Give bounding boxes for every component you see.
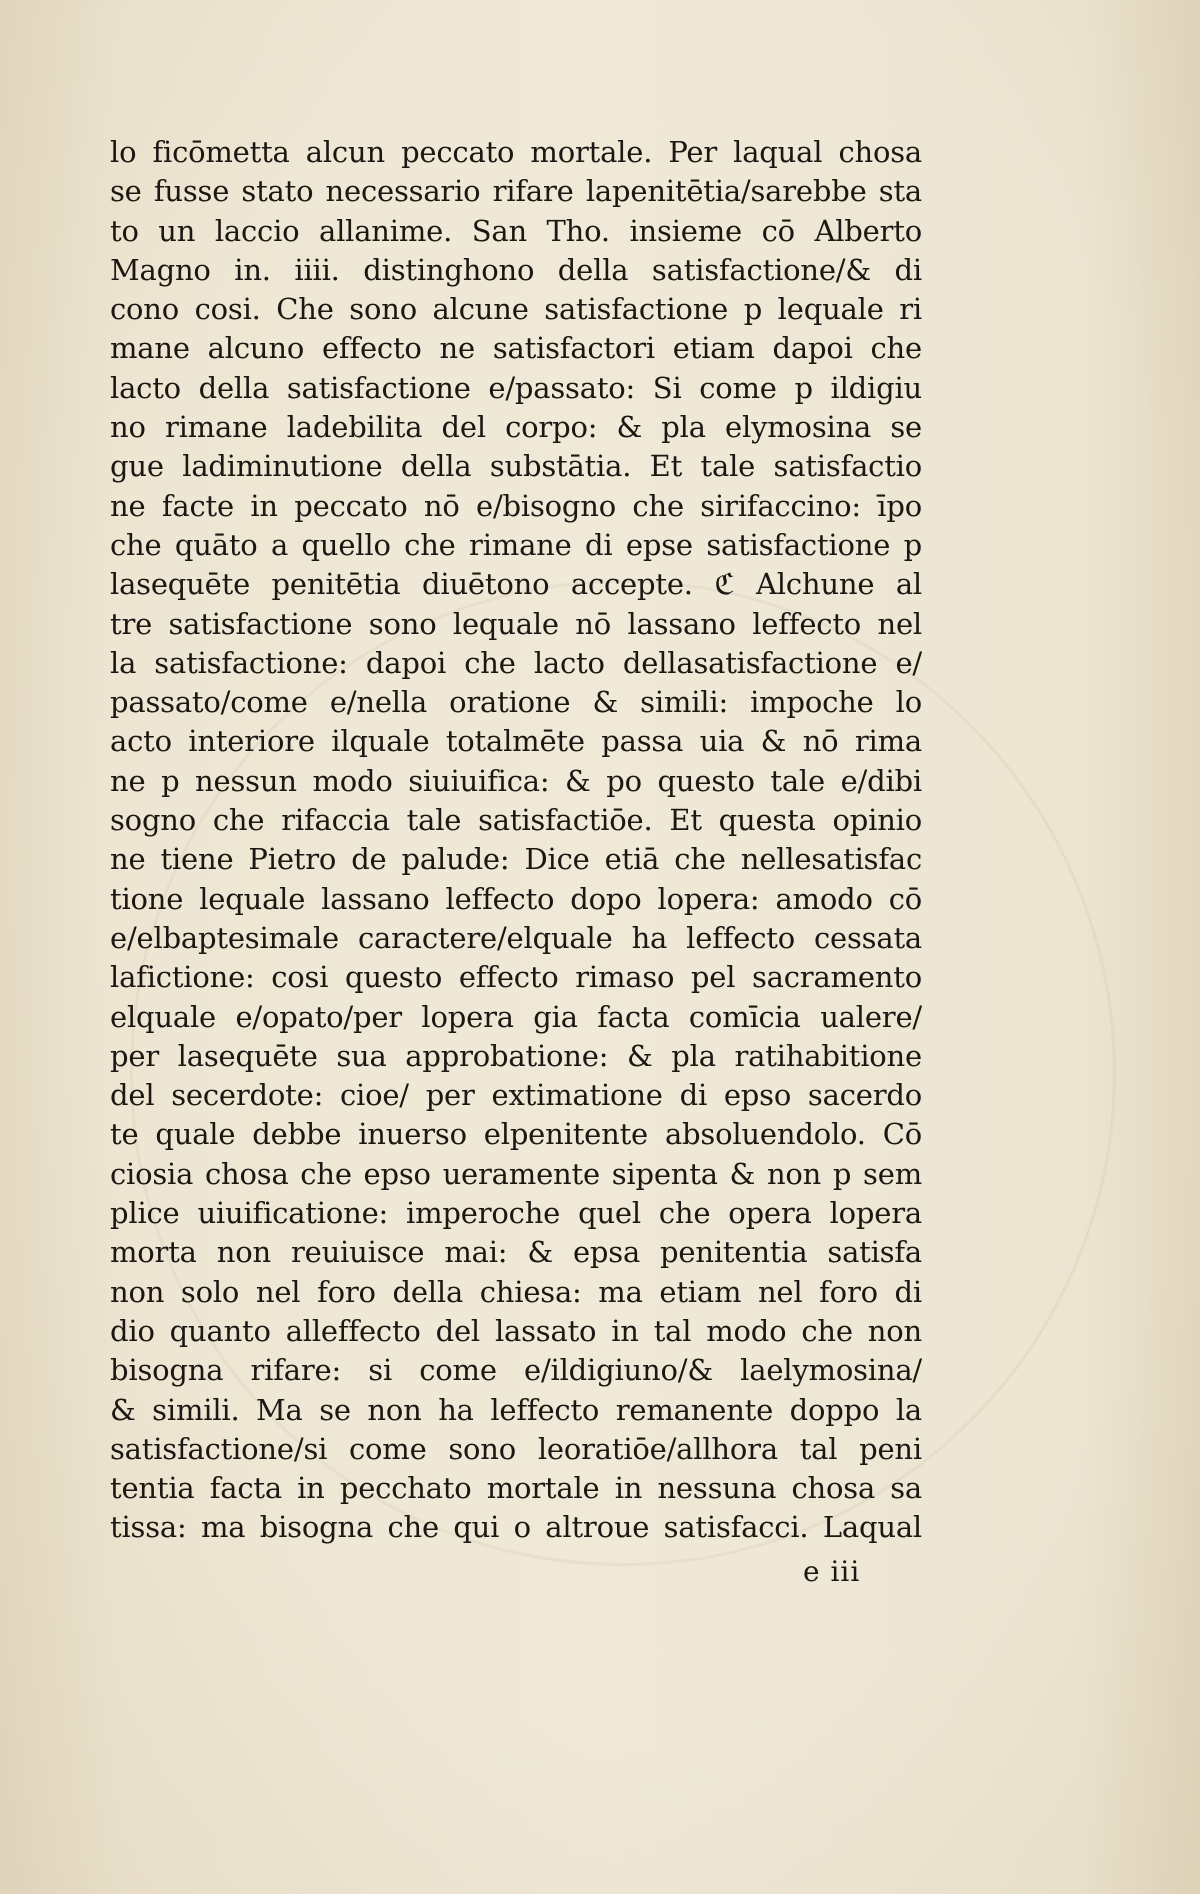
text-line: lo ficōmetta alcun peccato mortale. Per laqual chosa	[110, 135, 922, 169]
text-line: passato/come e/nella oratione & simili: impoche lo	[110, 685, 922, 720]
signature-mark: e iii	[803, 1555, 861, 1588]
text-line: & simili. Ma se non ha leffecto remanente doppo la	[110, 1392, 922, 1427]
text-line: lacto della satisfactione e/passato: Si come p ildigiu	[110, 370, 922, 405]
text-line: sogno che rifaccia tale satisfactiōe. Et questa opinio	[110, 803, 922, 838]
text-line: ne p nessun modo siuiuifica: & po questo tale e/dibi	[110, 763, 922, 798]
text-line: tione lequale lassano leffecto dopo lopera: amodo cō	[110, 881, 922, 916]
text-line: mane alcuno effecto ne satisfactori etiam dapoi che	[110, 331, 922, 366]
text-line: lafictione: cosi questo effecto rimaso pel sacramento	[110, 960, 922, 995]
text-line: elquale e/opato/per lopera gia facta comīcia ualere/	[110, 999, 922, 1034]
text-line: ciosia chosa che epso ueramente sipenta & non p sem	[110, 1156, 922, 1191]
text-line: tentia facta in pecchato mortale in nessuna chosa sa	[110, 1471, 922, 1506]
text-line: del secerdote: cioe/ per extimatione di epso sacerdo	[110, 1078, 922, 1113]
text-line: non solo nel foro della chiesa: ma etiam nel foro di	[110, 1274, 922, 1309]
text-line: satisfactione/si come sono leoratiōe/allhora tal peni	[110, 1431, 922, 1466]
text-line: no rimane ladebilita del corpo: & pla elymosina se	[110, 410, 922, 445]
text-line: cono cosi. Che sono alcune satisfactione p lequale ri	[110, 292, 922, 327]
text-line: che quāto a quello che rimane di epse satisfactione p	[110, 527, 922, 562]
text-line: morta non reuiuisce mai: & epsa penitentia satisfa	[110, 1235, 922, 1270]
text-line: ne tiene Pietro de palude: Dice etiā che nellesatisfac	[110, 842, 922, 877]
text-line: ne facte in peccato nō e/bisogno che sirifaccino: īpo	[110, 488, 922, 523]
text-line: tissa: ma bisogna che qui o altroue satisfacci. Laqual	[110, 1510, 922, 1545]
text-line: plice uiuificatione: imperoche quel che opera lopera	[110, 1196, 922, 1231]
text-line: te quale debbe inuerso elpenitente absoluendolo. Cō	[110, 1117, 922, 1152]
text-line: se fusse stato necessario rifare lapenitētia/sarebbe sta	[110, 174, 922, 209]
text-line: gue ladiminutione della substātia. Et tale satisfactio	[110, 449, 922, 484]
text-line: tre satisfactione sono lequale nō lassano leffecto nel	[110, 606, 922, 641]
text-line: la satisfactione: dapoi che lacto dellasatisfactione e/	[110, 645, 922, 680]
text-line: Magno in. iiii. distinghono della satisfactione/& di	[110, 252, 922, 287]
text-line: acto interiore ilquale totalmēte passa uia & nō rima	[110, 724, 922, 759]
text-line: dio quanto alleffecto del lassato in tal modo che non	[110, 1313, 922, 1348]
page-text-block	[110, 133, 922, 1548]
text-line: lasequēte penitētia diuētono accepte. ℭ Alchune al	[110, 567, 922, 602]
text-line: e/elbaptesimale caractere/elquale ha leffecto cessata	[110, 920, 922, 955]
text-line: per lasequēte sua approbatione: & pla ratihabitione	[110, 1038, 922, 1073]
text-line: bisogna rifare: si come e/ildigiuno/& laelymosina/	[110, 1353, 922, 1388]
text-line: to un laccio allanime. San Tho. insieme cō Alberto	[110, 213, 922, 248]
